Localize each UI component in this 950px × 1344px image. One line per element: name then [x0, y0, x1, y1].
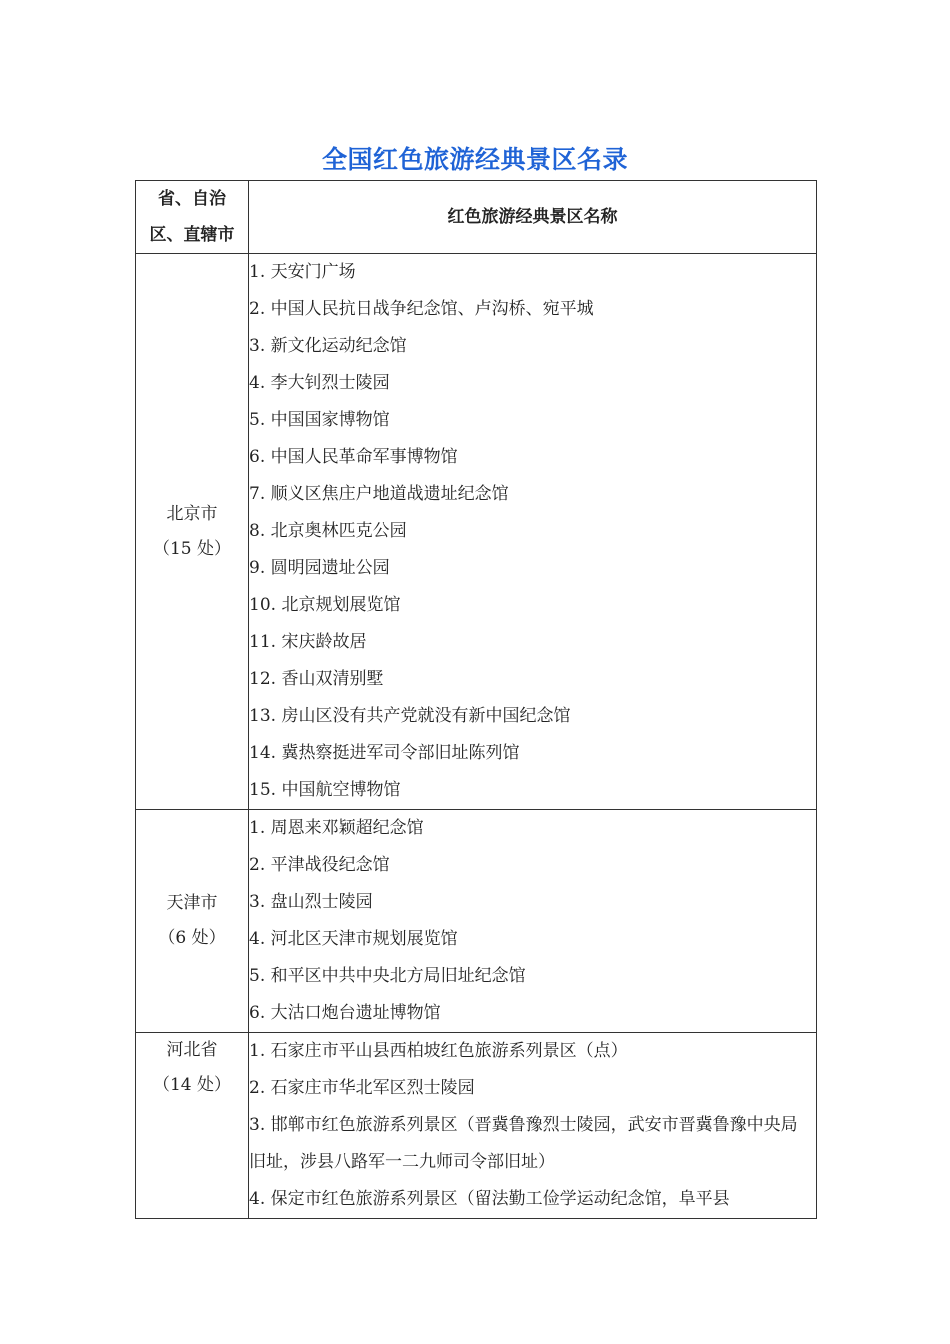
header-scenic-name: 红色旅游经典景区名称 [249, 181, 817, 254]
list-item: 12. 香山双清别墅 [249, 669, 384, 689]
list-item: 10. 北京规划展览馆 [249, 595, 401, 615]
region-name: 北京市 [166, 503, 218, 524]
header-region [136, 181, 249, 254]
list-item: 9. 圆明园遗址公园 [249, 558, 390, 578]
list-item: 15. 中国航空博物馆 [249, 780, 401, 800]
table-header-row [136, 181, 817, 254]
list-item: 6. 大沽口炮台遗址博物馆 [249, 1003, 441, 1023]
list-item: 13. 房山区没有共产党就没有新中国纪念馆 [249, 706, 571, 726]
header-region-label: 省、自治区、直辖市 [149, 189, 235, 245]
list-item: 4. 河北区天津市规划展览馆 [249, 929, 458, 949]
items-cell-tianjin [249, 810, 817, 1033]
region-cell-tianjin [136, 810, 249, 1033]
region-name: 河北省 [166, 1040, 218, 1060]
page-title: 全国红色旅游经典景区名录 [321, 145, 628, 174]
region-count: （6 处） [158, 928, 226, 948]
list-item: 3. 盘山烈士陵园 [249, 892, 373, 912]
region-name: 天津市 [166, 893, 218, 913]
list-item: 2. 石家庄市华北军区烈士陵园 [249, 1078, 475, 1098]
list-item: 3. 邯郸市红色旅游系列景区（晋冀鲁豫烈士陵园，武安市晋冀鲁豫中央局旧址，涉县八路军一二九师司令部旧址） [249, 1115, 798, 1172]
list-item: 1. 石家庄市平山县西柏坡红色旅游系列景区（点） [249, 1041, 628, 1061]
region-count: （15 处） [152, 538, 232, 559]
list-item: 2. 平津战役纪念馆 [249, 855, 390, 875]
list-item: 2. 中国人民抗日战争纪念馆、卢沟桥、宛平城 [249, 299, 594, 319]
table-row [136, 1033, 817, 1219]
list-item: 1. 天安门广场 [249, 262, 356, 282]
list-item: 7. 顺义区焦庄户地道战遗址纪念馆 [249, 484, 509, 504]
list-item: 6. 中国人民革命军事博物馆 [249, 447, 458, 467]
list-item: 4. 保定市红色旅游系列景区（留法勤工俭学运动纪念馆，阜平县 [249, 1189, 730, 1209]
items-cell-hebei [249, 1033, 817, 1219]
list-item: 14. 冀热察挺进军司令部旧址陈列馆 [249, 743, 520, 763]
table-row [136, 254, 817, 810]
table-row [136, 810, 817, 1033]
region-cell-beijing [136, 254, 249, 810]
list-item: 3. 新文化运动纪念馆 [249, 336, 407, 356]
region-cell-hebei [136, 1033, 249, 1219]
region-count: （14 处） [152, 1075, 232, 1095]
list-item: 11. 宋庆龄故居 [249, 632, 367, 652]
scenic-area-table [135, 180, 817, 1219]
list-item: 1. 周恩来邓颖超纪念馆 [249, 818, 424, 838]
list-item: 5. 和平区中共中央北方局旧址纪念馆 [249, 966, 526, 986]
items-cell-beijing [249, 254, 817, 810]
list-item: 5. 中国国家博物馆 [249, 410, 390, 430]
list-item: 4. 李大钊烈士陵园 [249, 373, 390, 393]
list-item: 8. 北京奥林匹克公园 [249, 521, 407, 541]
